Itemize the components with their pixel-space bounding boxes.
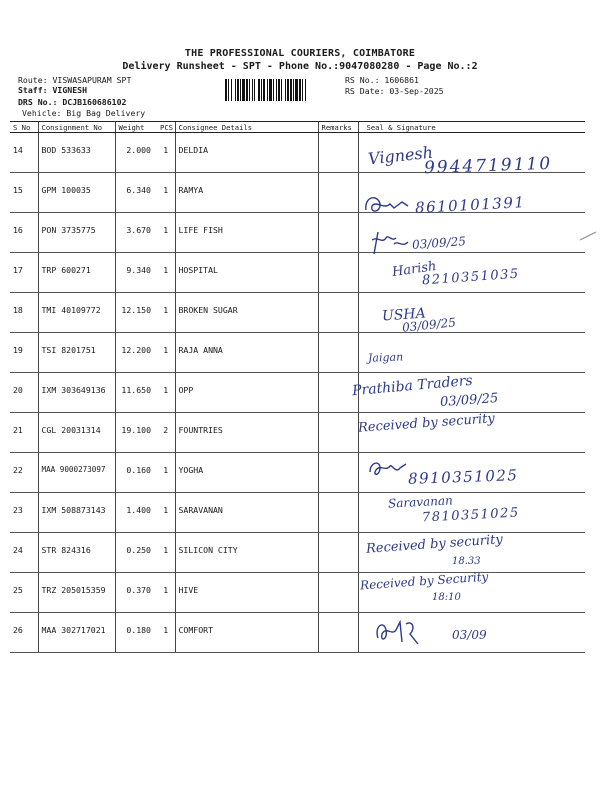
barcode-bar bbox=[242, 79, 245, 101]
cell-consignee: HOSPITAL bbox=[175, 253, 318, 293]
cell-pcs: 1 bbox=[157, 173, 175, 213]
cell-pcs: 1 bbox=[157, 533, 175, 573]
table-row bbox=[10, 413, 585, 453]
handwritten-date-20: 03/09/25 bbox=[439, 390, 499, 411]
cell-pcs: 1 bbox=[157, 613, 175, 653]
signature-scribble-26 bbox=[372, 614, 424, 650]
table-row bbox=[10, 333, 585, 373]
cell-weight: 2.000 bbox=[115, 133, 157, 173]
cell-consignee: SILICON CITY bbox=[175, 533, 318, 573]
cell-consignee: BROKEN SUGAR bbox=[175, 293, 318, 333]
cell-sno: 17 bbox=[10, 253, 38, 293]
col-remarks: Remarks bbox=[318, 122, 358, 133]
handwritten-signature-17: Harish bbox=[391, 258, 438, 281]
handwritten-signature-23: Saravanan bbox=[387, 493, 454, 511]
handwritten-signature-14: Vignesh bbox=[367, 142, 434, 169]
cell-pcs: 1 bbox=[157, 133, 175, 173]
cell-sno: 14 bbox=[10, 133, 38, 173]
cell-weight: 12.150 bbox=[115, 293, 157, 333]
barcode-bar bbox=[231, 79, 232, 101]
cell-remarks bbox=[318, 173, 358, 213]
cell-consignee: LIFE FISH bbox=[175, 213, 318, 253]
cell-consignment: TRZ 205015359 bbox=[38, 573, 115, 613]
col-consignee: Consignee Details bbox=[175, 122, 318, 133]
cell-consignee: YOGHA bbox=[175, 453, 318, 493]
cell-consignment: MAA 302717021 bbox=[38, 613, 115, 653]
cell-weight: 0.250 bbox=[115, 533, 157, 573]
handwritten-signature-18: USHA bbox=[381, 305, 427, 325]
handwritten-phone-14: 9944719110 bbox=[423, 153, 553, 179]
cell-sno: 19 bbox=[10, 333, 38, 373]
cell-pcs: 2 bbox=[157, 413, 175, 453]
cell-pcs: 1 bbox=[157, 373, 175, 413]
cell-pcs: 1 bbox=[157, 293, 175, 333]
barcode-bar bbox=[299, 79, 301, 101]
barcode-bar bbox=[290, 79, 292, 101]
handwritten-date-16: 03/09/25 bbox=[411, 234, 467, 252]
cell-pcs: 1 bbox=[157, 213, 175, 253]
barcode-bar bbox=[293, 79, 294, 101]
cell-consignment: CGL 20031314 bbox=[38, 413, 115, 453]
barcode-bar bbox=[269, 79, 272, 101]
barcode-bar bbox=[305, 79, 306, 101]
cell-consignment: MAA 9000273097 bbox=[38, 453, 115, 493]
cell-remarks bbox=[318, 213, 358, 253]
cell-remarks bbox=[318, 533, 358, 573]
cell-consignee: RAMYA bbox=[175, 173, 318, 213]
barcode-bar bbox=[263, 79, 265, 101]
barcode-bar bbox=[302, 79, 303, 101]
cell-weight: 12.200 bbox=[115, 333, 157, 373]
cell-sno: 21 bbox=[10, 413, 38, 453]
handwritten-phone-17: 8210351035 bbox=[421, 266, 521, 289]
signature-scribble-22 bbox=[366, 456, 412, 482]
handwritten-phone-15: 8610101391 bbox=[414, 193, 526, 217]
cell-consignment: PON 3735775 bbox=[38, 213, 115, 253]
cell-consignee: SARAVANAN bbox=[175, 493, 318, 533]
barcode-bar bbox=[278, 79, 280, 101]
barcode-bar bbox=[240, 79, 241, 101]
cell-sno: 22 bbox=[10, 453, 38, 493]
cell-weight: 6.340 bbox=[115, 173, 157, 213]
drs-number: DRS No.: DCJB160686102 bbox=[18, 97, 127, 107]
handwritten-phone-22: 8910351025 bbox=[407, 466, 519, 488]
handwritten-note-25: Received by Security bbox=[359, 569, 489, 593]
table-header-row bbox=[10, 122, 585, 133]
cell-sno: 24 bbox=[10, 533, 38, 573]
cell-consignment: GPM 100035 bbox=[38, 173, 115, 213]
cell-weight: 1.400 bbox=[115, 493, 157, 533]
table-row bbox=[10, 613, 585, 653]
cell-consignee: COMFORT bbox=[175, 613, 318, 653]
cell-remarks bbox=[318, 453, 358, 493]
barcode-bar bbox=[281, 79, 282, 101]
col-weight: Weight bbox=[115, 122, 157, 133]
cell-consignment: STR 824316 bbox=[38, 533, 115, 573]
col-consignment: Consignment No bbox=[38, 122, 115, 133]
cell-weight: 3.670 bbox=[115, 213, 157, 253]
cell-pcs: 1 bbox=[157, 453, 175, 493]
cell-sno: 16 bbox=[10, 213, 38, 253]
cell-remarks bbox=[318, 133, 358, 173]
cell-weight: 0.180 bbox=[115, 613, 157, 653]
cell-sno: 23 bbox=[10, 493, 38, 533]
cell-sno: 20 bbox=[10, 373, 38, 413]
cell-remarks bbox=[318, 493, 358, 533]
handwritten-time-25: 18:10 bbox=[432, 592, 461, 603]
signature-scribble-15 bbox=[362, 192, 412, 218]
rs-date: RS Date: 03-Sep-2025 bbox=[345, 86, 444, 96]
cell-consignment: TMI 40109772 bbox=[38, 293, 115, 333]
barcode-bar bbox=[276, 79, 277, 101]
handwritten-note-21: Received by security bbox=[357, 411, 496, 436]
runsheet-subtitle: Delivery Runsheet - SPT - Phone No.:9047080280 - Page No.:2 bbox=[122, 61, 478, 72]
col-pcs: PCS bbox=[157, 122, 175, 133]
cell-remarks bbox=[318, 413, 358, 453]
cell-weight: 9.340 bbox=[115, 253, 157, 293]
barcode-bar bbox=[267, 79, 268, 101]
cell-weight: 0.160 bbox=[115, 453, 157, 493]
cell-sno: 26 bbox=[10, 613, 38, 653]
cell-pcs: 1 bbox=[157, 493, 175, 533]
barcode-bar bbox=[287, 79, 289, 101]
cell-remarks bbox=[318, 613, 358, 653]
cell-consignee: OPP bbox=[175, 373, 318, 413]
rs-number: RS No.: 1606861 bbox=[345, 75, 419, 85]
handwritten-date-18: 03/09/25 bbox=[401, 315, 457, 335]
cell-remarks bbox=[318, 573, 358, 613]
barcode-bar bbox=[252, 79, 253, 101]
barcode-bar bbox=[254, 79, 255, 101]
cell-weight: 0.370 bbox=[115, 573, 157, 613]
cell-sno: 15 bbox=[10, 173, 38, 213]
cell-sno: 25 bbox=[10, 573, 38, 613]
table-row bbox=[10, 573, 585, 613]
cell-consignment: BOD 533633 bbox=[38, 133, 115, 173]
cell-consignment: IXM 303649136 bbox=[38, 373, 115, 413]
cell-consignee: DELDIA bbox=[175, 133, 318, 173]
cell-consignment: TRP 600271 bbox=[38, 253, 115, 293]
barcode-bar bbox=[273, 79, 274, 101]
table-row bbox=[10, 213, 585, 253]
barcode-bar bbox=[295, 79, 298, 101]
barcode-bar bbox=[237, 79, 239, 101]
signature-scribble-16 bbox=[368, 228, 414, 258]
route-label: Route: VISWASAPURAM SPT bbox=[18, 75, 132, 85]
cell-weight: 11.650 bbox=[115, 373, 157, 413]
barcode bbox=[225, 79, 342, 101]
cell-weight: 19.100 bbox=[115, 413, 157, 453]
col-sno: S No bbox=[10, 122, 38, 133]
stray-pen-mark bbox=[578, 230, 598, 242]
cell-consignment: IXM 508873143 bbox=[38, 493, 115, 533]
barcode-bar bbox=[261, 79, 262, 101]
barcode-bar bbox=[258, 79, 260, 101]
barcode-bar bbox=[249, 79, 250, 101]
cell-pcs: 1 bbox=[157, 573, 175, 613]
cell-remarks bbox=[318, 293, 358, 333]
handwritten-date-26: 03/09 bbox=[452, 628, 487, 642]
handwritten-note-24: Received by security bbox=[365, 532, 504, 557]
barcode-bar bbox=[235, 79, 236, 101]
cell-pcs: 1 bbox=[157, 333, 175, 373]
staff-label: Staff: VIGNESH bbox=[18, 85, 88, 95]
handwritten-time-24: 18.33 bbox=[452, 556, 481, 567]
handwritten-signature-19: Jaigan bbox=[367, 350, 404, 365]
cell-consignee: HIVE bbox=[175, 573, 318, 613]
barcode-bar bbox=[228, 79, 229, 101]
cell-pcs: 1 bbox=[157, 253, 175, 293]
barcode-bar bbox=[246, 79, 248, 101]
table-row bbox=[10, 293, 585, 333]
company-title: THE PROFESSIONAL COURIERS, COIMBATORE bbox=[184, 48, 416, 59]
vehicle-label: Vehicle: Big Bag Delivery bbox=[22, 108, 146, 118]
barcode-bar bbox=[225, 79, 227, 101]
handwritten-phone-23: 7810351025 bbox=[421, 505, 521, 526]
cell-remarks bbox=[318, 333, 358, 373]
cell-sno: 18 bbox=[10, 293, 38, 333]
cell-consignee: RAJA ANNA bbox=[175, 333, 318, 373]
cell-consignment: TSI 8201751 bbox=[38, 333, 115, 373]
col-seal: Seal & Signature bbox=[358, 122, 585, 133]
cell-remarks bbox=[318, 253, 358, 293]
cell-consignee: FOUNTRIES bbox=[175, 413, 318, 453]
handwritten-stamp-20: Prathiba Traders bbox=[351, 372, 474, 400]
table-row bbox=[10, 373, 585, 413]
barcode-bar bbox=[285, 79, 286, 101]
